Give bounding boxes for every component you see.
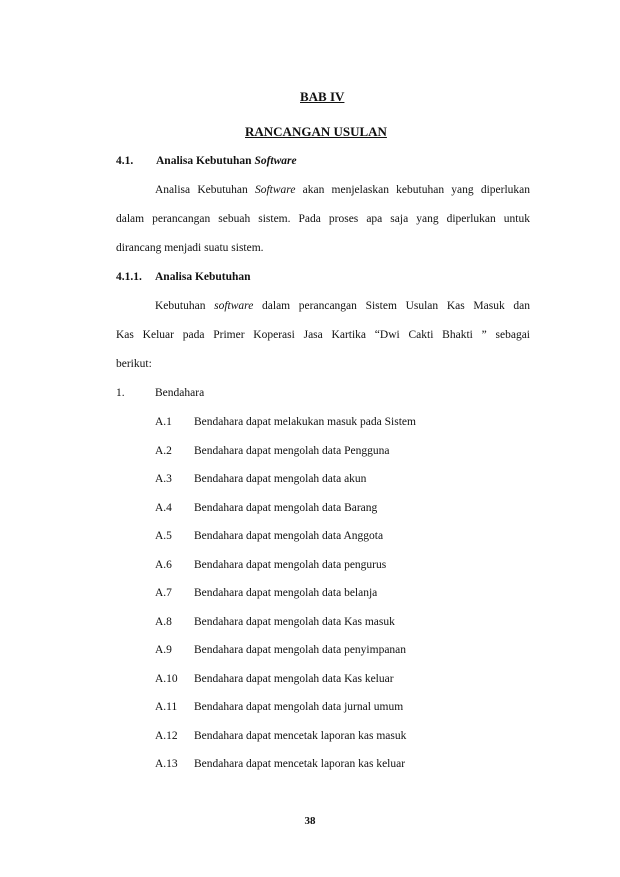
list-number: 1. [116,387,125,399]
requirement-code: A.8 [155,615,172,628]
requirement-text: Bendahara dapat mencetak laporan kas keluar [194,758,406,770]
paragraph-line: Kas Keluar pada Primer Koperasi Jasa Kartika “Dwi Cakti Bhakti ” sebagai [116,329,530,341]
section-number: 4.1. [116,155,134,167]
requirement-text: Bendahara dapat melakukan masuk pada Sistem [194,416,416,428]
requirement-text: Bendahara dapat mengolah data Kas masuk [194,615,395,628]
requirement-code: A.7 [155,587,172,599]
paragraph-text: dalam perancangan Sistem Usulan Kas Masuk dan [253,300,530,312]
paragraph-line [155,184,530,196]
requirement-code: A.9 [155,644,172,656]
requirement-code: A.13 [155,758,178,770]
paragraph-line: berikut: [116,358,152,370]
paragraph-line: dirancang menjadi suatu sistem. [116,242,264,254]
requirement-text: Bendahara dapat mengolah data penyimpanan [194,644,407,656]
section-title-text: Analisa Kebutuhan [156,155,255,167]
paragraph-text: Kebutuhan [155,300,215,312]
requirement-code: A.6 [155,558,172,571]
requirement-code: A.11 [155,701,178,713]
paragraph-line: dalam perancangan sebuah sistem. Pada proses apa saja yang diperlukan untuk [116,213,530,225]
requirement-text: Bendahara dapat mengolah data Barang [194,501,378,514]
requirement-code: A.3 [155,473,172,485]
requirement-text: Bendahara dapat mengolah data belanja [194,587,378,599]
paragraph-italic: Software [254,184,296,196]
requirement-text: Bendahara dapat mengolah data Anggota [194,530,384,542]
paragraph-text: akan menjelaskan kebutuhan yang diperlukan [295,184,530,196]
chapter-number: BAB IV [300,89,345,104]
requirement-code: A.1 [155,416,172,428]
section-title [156,155,297,167]
paragraph-line [155,300,530,312]
requirement-text: Bendahara dapat mencetak laporan kas masuk [194,729,407,742]
requirement-code: A.12 [155,729,178,742]
paragraph-italic: software [214,300,254,312]
section-title: Analisa Kebutuhan [155,271,251,283]
requirement-code: A.5 [155,530,172,542]
chapter-title: RANCANGAN USULAN [245,124,387,139]
page-number: 38 [304,815,316,827]
requirement-code: A.10 [155,672,178,685]
section-number: 4.1.1. [116,271,142,283]
section-title-italic: Software [254,155,297,167]
requirement-text: Bendahara dapat mengolah data akun [194,473,367,485]
requirement-text: Bendahara dapat mengolah data jurnal umum [194,701,404,713]
paragraph-text: Analisa Kebutuhan [155,184,255,196]
requirement-text: Bendahara dapat mengolah data pengurus [194,558,387,571]
list-label: Bendahara [155,387,205,399]
requirement-text: Bendahara dapat mengolah data Pengguna [194,444,390,457]
requirement-text: Bendahara dapat mengolah data Kas keluar [194,672,394,685]
requirement-code: A.4 [155,501,172,514]
requirement-code: A.2 [155,444,172,457]
